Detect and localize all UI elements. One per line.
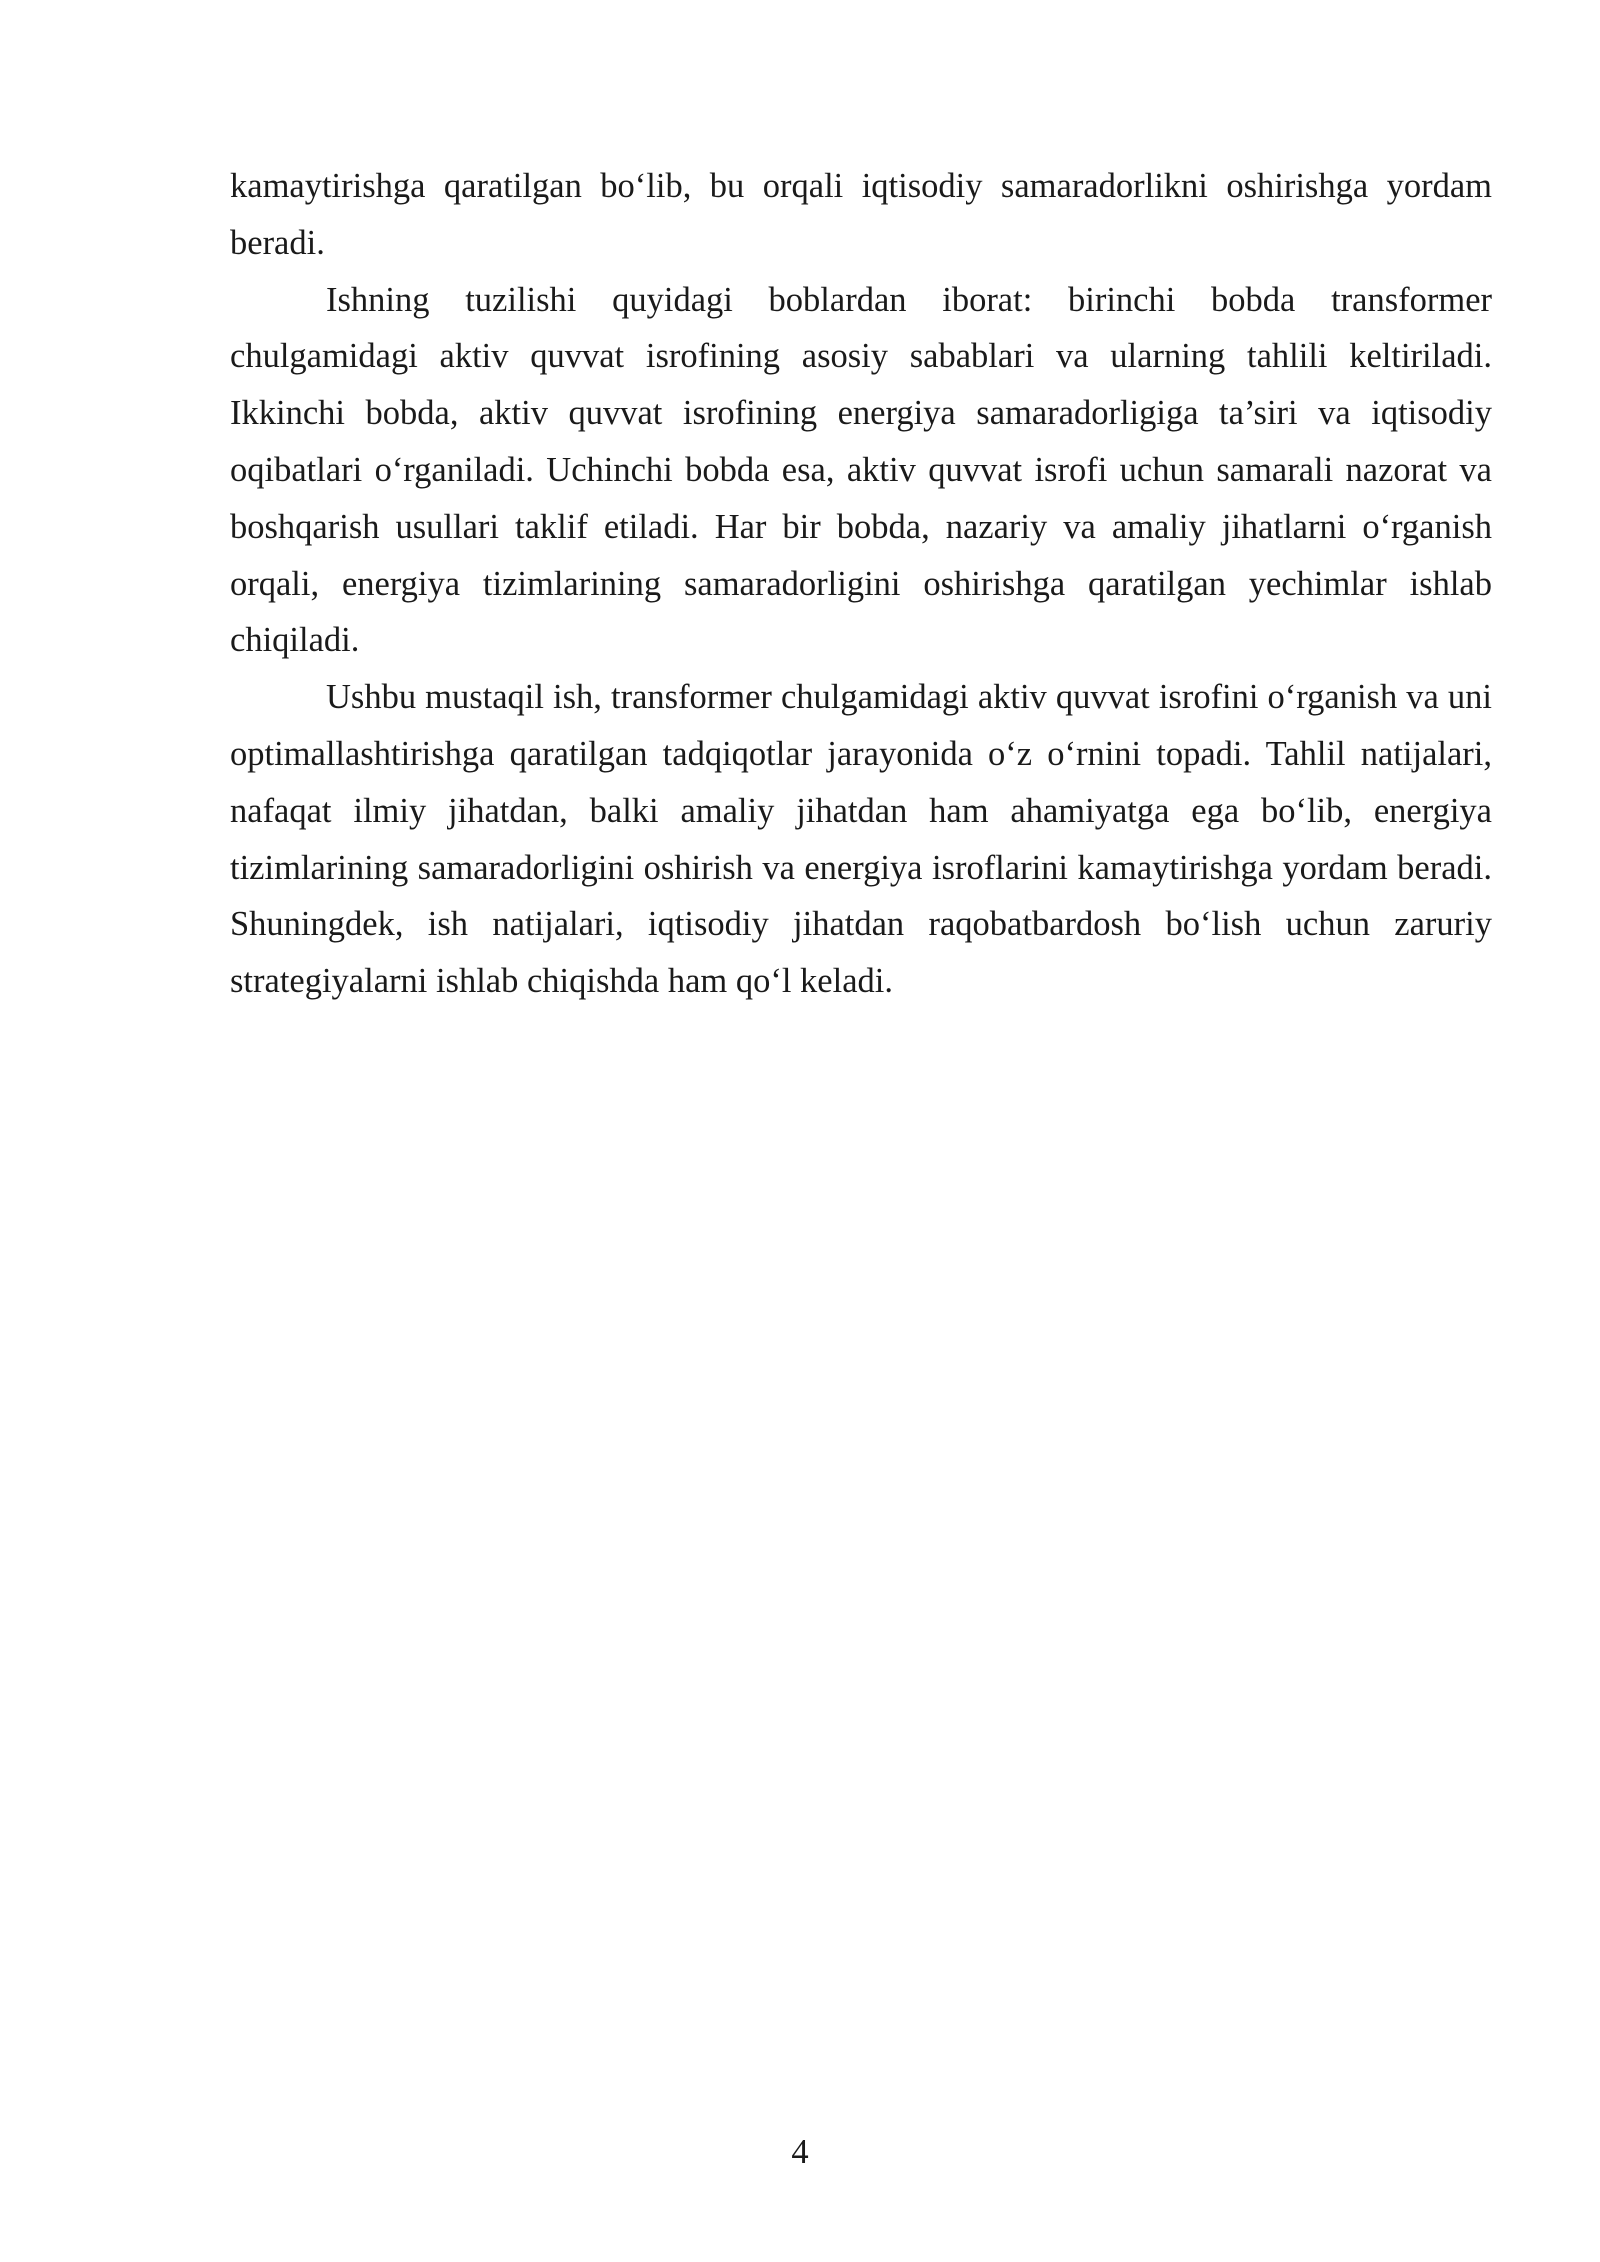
paragraph-conclusion: Ushbu mustaqil ish, transformer chulgamidagi aktiv quvvat isrofini o‘rganish va uni optimallashtirishga qaratilgan tadqiqotlar jarayonida o‘z o‘rnini topadi. Tahlil natijalari, nafaqat ilmiy jihatdan, balki amaliy jihatdan ham ahamiyatga ega bo‘lib, energiya tizimlarining samaradorligini oshirish va energiya isroflarini kamaytirishga yordam beradi. Shuningdek, ish natijalari, iqtisodiy jihatdan raqobatbardosh bo‘lish uchun zaruriy strategiyalarni ishlab chiqishda ham qo‘l keladi. bbox=[230, 678, 1492, 1001]
paragraph-structure: Ishning tuzilishi quyidagi boblardan iborat: birinchi bobda transformer chulgamidagi aktiv quvvat isrofining asosiy sabablari va ularning tahlili keltiriladi. Ikkinchi bobda, aktiv quvvat isrofining energiya samaradorligiga ta’siri va iqtisodiy oqibatlari o‘rganiladi. Uchinchi bobda esa, aktiv quvvat isrofi uchun samarali nazorat va boshqarish usullari taklif etiladi. Har bir bobda, nazariy va amaliy jihatlarni o‘rganish orqali, energiya tizimlarining samaradorligini oshirishga qaratilgan yechimlar ishlab chiqiladi. bbox=[230, 280, 1492, 660]
body-text bbox=[230, 158, 1492, 1010]
paragraph-continuation: kamaytirishga qaratilgan bo‘lib, bu orqali iqtisodiy samaradorlikni oshirishga yordam beradi. bbox=[230, 167, 1492, 262]
page-number: 4 bbox=[791, 2133, 809, 2171]
